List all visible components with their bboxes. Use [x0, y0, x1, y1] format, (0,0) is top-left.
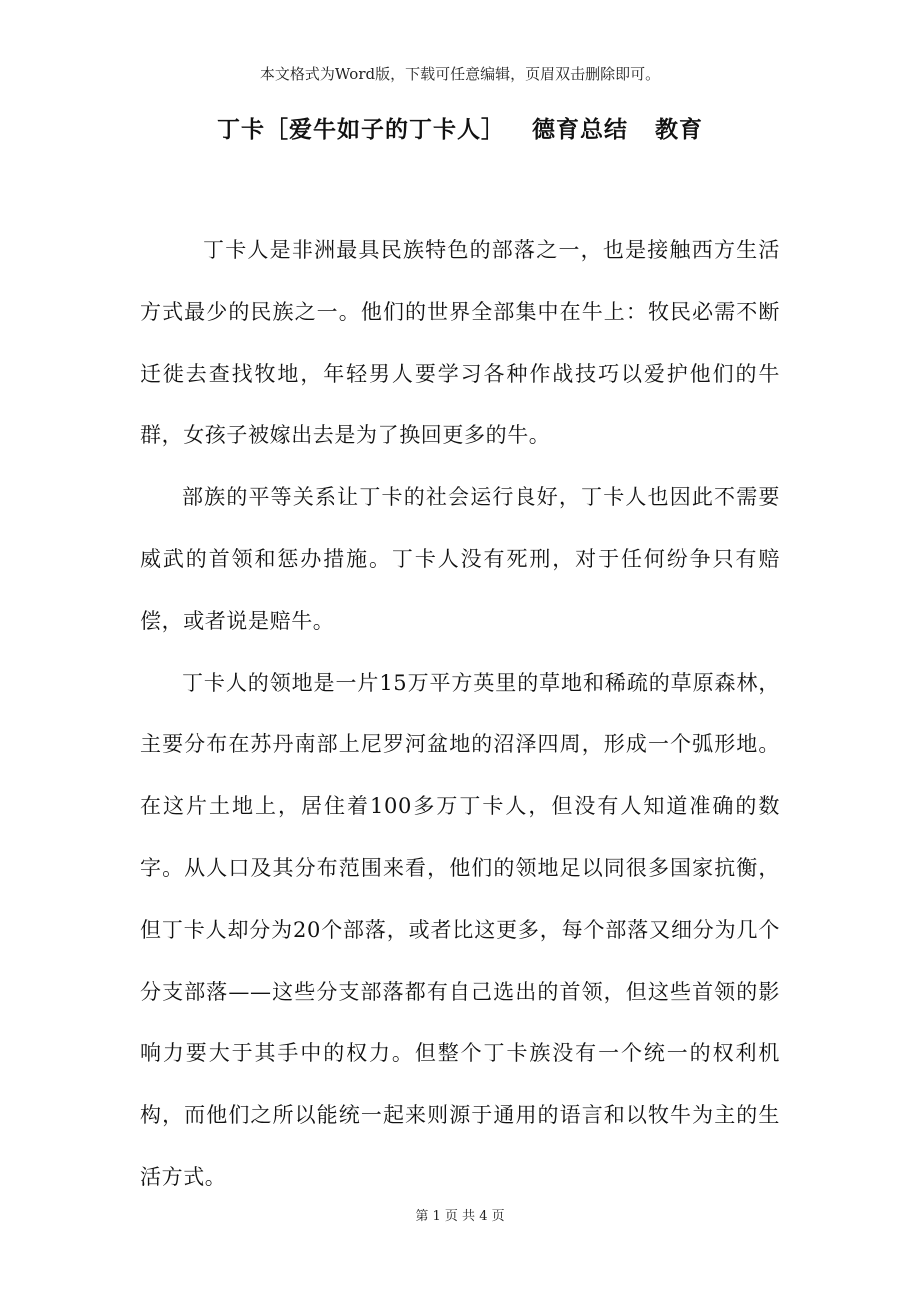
- paragraph-1: 丁卡人是非洲最具民族特色的部落之一，也是接触西方生活方式最少的民族之一。他们的世界全部集中在牛上：牧民必需不断迁徙去查找牧地，年轻男人要学习各种作战技巧以爱护他们的牛群，女孩子被嫁出去是为了换回更多的牛。: [140, 238, 780, 448]
- page-number-footer: 第 1 页 共 4 页: [415, 1209, 505, 1224]
- document-title: 丁卡［爱牛如子的丁卡人］ 德育总结 教育: [216, 116, 704, 143]
- paragraph-2: 部族的平等关系让丁卡的社会运行良好，丁卡人也因此不需要威武的首领和惩办措施。丁卡人没有死刑，对于任何纷争只有赔偿，或者说是赔牛。: [140, 485, 780, 633]
- header-note: 本文格式为Word版，下载可任意编辑，页眉双击删除即可。: [259, 65, 661, 83]
- document-body: [140, 220, 780, 1209]
- paragraph-3: 丁卡人的领地是一片15万平方英里的草地和稀疏的草原森林，主要分布在苏丹南部上尼罗河盆地的沼泽四周，形成一个弧形地。在这片土地上，居住着100多万丁卡人，但没有人知道准确的数字。从人口及其分布范围来看，他们的领地足以同很多国家抗衡，但丁卡人却分为20个部落，或者比这更多，每个部落又细分为几个分支部落——这些分支部落都有自己选出的首领，但这些首领的影响力要大于其手中的权力。但整个丁卡族没有一个统一的权利机构，而他们之所以能统一起来则源于通用的语言和以牧牛为主的生活方式。: [140, 670, 780, 1189]
